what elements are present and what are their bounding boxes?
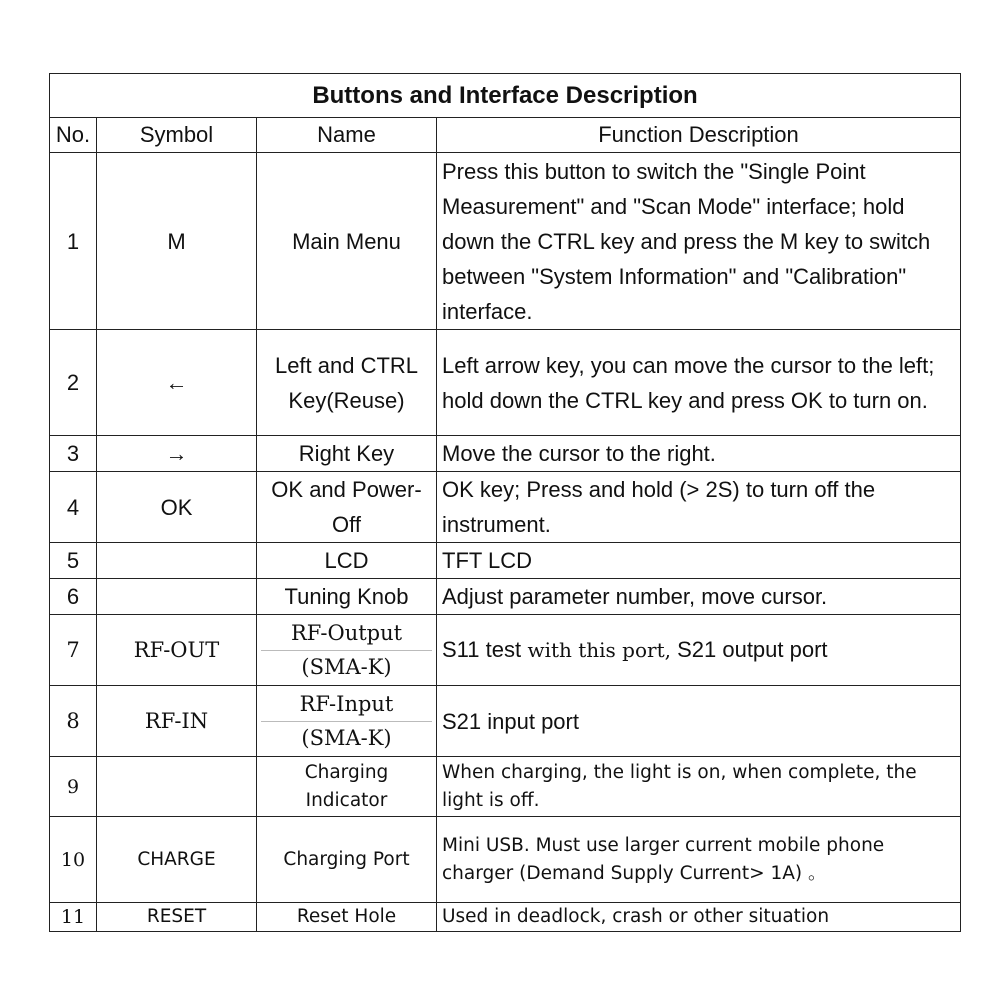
table-row [50,615,961,686]
row-name [257,686,437,757]
row-description: Mini USB. Must use larger current mobile phone charger (Demand Supply Current> 1A) 。 [437,817,961,903]
row-name: OK and Power-Off [257,472,437,543]
row-description: Used in deadlock, crash or other situation [437,903,961,932]
row-description: Left arrow key, you can move the cursor to the left; hold down the CTRL key and press OK to turn on. [437,330,961,436]
row-symbol [97,543,257,579]
row-number: 7 [50,615,97,686]
row-description-part1: S11 test [442,637,522,662]
row-name: Right Key [257,436,437,472]
row-description: S21 input port [437,686,961,757]
row-description: TFT LCD [437,543,961,579]
header-symbol: Symbol [97,118,257,153]
row-name: Reset Hole [257,903,437,932]
row-number: 5 [50,543,97,579]
table-header-row [50,118,961,153]
row-description: Adjust parameter number, move cursor. [437,579,961,615]
row-name [257,615,437,686]
row-description: OK key; Press and hold (> 2S) to turn off the instrument. [437,472,961,543]
table-title: Buttons and Interface Description [50,74,961,118]
table-row [50,579,961,615]
row-name: Main Menu [257,153,437,330]
table-row [50,903,961,932]
row-symbol: M [97,153,257,330]
row-number: 8 [50,686,97,757]
row-description [437,615,961,686]
table-row [50,436,961,472]
row-symbol: RF-IN [97,686,257,757]
row-name-line1: RF-Input [261,688,432,722]
row-number: 2 [50,330,97,436]
row-description: Move the cursor to the right. [437,436,961,472]
row-description-part2: with this port, [521,638,671,662]
header-no: No. [50,118,97,153]
buttons-interface-table [49,73,961,932]
row-symbol: RESET [97,903,257,932]
header-name: Name [257,118,437,153]
row-symbol [97,757,257,817]
row-number: 1 [50,153,97,330]
table-row [50,543,961,579]
row-name: Left and CTRL Key(Reuse) [257,330,437,436]
buttons-interface-table-container [49,73,960,932]
row-symbol: CHARGE [97,817,257,903]
row-name: Charging Port [257,817,437,903]
row-number: 4 [50,472,97,543]
row-symbol: RF-OUT [97,615,257,686]
row-number: 9 [50,757,97,817]
table-title-row [50,74,961,118]
row-name-line2: (SMA-K) [301,725,392,750]
row-name-line1: RF-Output [261,617,432,651]
row-number: 3 [50,436,97,472]
table-row [50,472,961,543]
table-row [50,330,961,436]
row-symbol: ← [97,330,257,436]
table-row [50,153,961,330]
row-number: 10 [50,817,97,903]
row-symbol [97,579,257,615]
row-description-part3: S21 output port [670,637,828,662]
row-name: Tuning Knob [257,579,437,615]
row-name: Charging Indicator [257,757,437,817]
row-symbol: OK [97,472,257,543]
row-number: 6 [50,579,97,615]
row-name-line2: (SMA-K) [301,654,392,679]
row-description: When charging, the light is on, when complete, the light is off. [437,757,961,817]
row-name: LCD [257,543,437,579]
row-number: 11 [50,903,97,932]
table-row [50,817,961,903]
table-row [50,686,961,757]
row-symbol: → [97,436,257,472]
table-row [50,757,961,817]
row-description: Press this button to switch the "Single Point Measurement" and "Scan Mode" interface; hold down the CTRL key and press the M key to switch between "System Information" and "Calibration" interface. [437,153,961,330]
header-description: Function Description [437,118,961,153]
